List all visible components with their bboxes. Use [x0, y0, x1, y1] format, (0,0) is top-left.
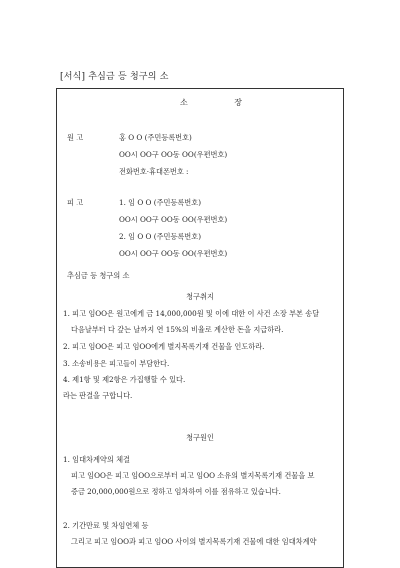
claim-cause-heading: 청구원인: [186, 433, 214, 442]
form-title: [서식] 추심금 등 청구의 소: [60, 72, 169, 82]
plaintiff-address: OO시 OO구 OO동 OO(우편번호): [119, 150, 228, 159]
plaintiff-phone: 전화번호·휴대폰번호 :: [119, 167, 189, 176]
claim-cause-section-1-title: 1. 임대차계약의 체결: [63, 455, 130, 464]
claim-cause-section-1-line-1: 피고 임OO은 피고 임OO으로부터 피고 임OO 소유의 별지목록기재 건물을 보: [71, 471, 315, 480]
plaintiff-label: 원 고: [67, 133, 84, 142]
claim-purpose-closing: 라는 판결을 구합니다.: [63, 391, 133, 400]
claim-purpose-item-1-line-1: 1. 피고 임OO은 원고에게 금 14,000,000원 및 이에 대한 이 사건 소장 부본 송달: [63, 309, 320, 318]
claim-purpose-item-4: 4. 제1항 및 제2항은 가집행할 수 있다.: [63, 375, 186, 384]
claim-purpose-item-3: 3. 소송비용은 피고들이 부담한다.: [63, 359, 170, 368]
defendant-2-name: 2. 임 O O (주민등록번호): [119, 232, 201, 241]
defendant-1-name: 1. 임 O O (주민등록번호): [119, 198, 201, 207]
defendant-1-address: OO시 OO구 OO동 OO(우편번호): [119, 215, 228, 224]
claim-purpose-heading: 청구취지: [186, 292, 214, 301]
claim-cause-section-2-line-1: 그리고 피고 임OO과 피고 임OO 사이의 별지목록기재 건물에 대한 임대차계약: [71, 537, 317, 546]
claim-cause-section-1-line-2: 증금 20,000,000원으로 정하고 임차하여 이를 점유하고 있습니다.: [71, 487, 281, 496]
plaintiff-name: 홍 O O (주민등록번호): [119, 133, 192, 142]
claim-cause-section-2-title: 2. 기간만료 및 차임연체 등: [63, 521, 149, 530]
document-title: 소 장: [180, 98, 264, 107]
claim-purpose-item-1-line-2: 다음날부터 다 갚는 날까지 연 15%의 비율로 계산한 돈을 지급하라.: [71, 325, 284, 334]
case-name: 추심금 등 청구의 소: [67, 271, 130, 280]
defendant-2-address: OO시 OO구 OO동 OO(우편번호): [119, 249, 228, 258]
claim-purpose-item-2: 2. 피고 임OO은 피고 임OO에게 별지목록기재 건물을 인도하라.: [63, 342, 265, 351]
defendant-label: 피 고: [67, 198, 84, 207]
document-frame: [56, 88, 344, 568]
